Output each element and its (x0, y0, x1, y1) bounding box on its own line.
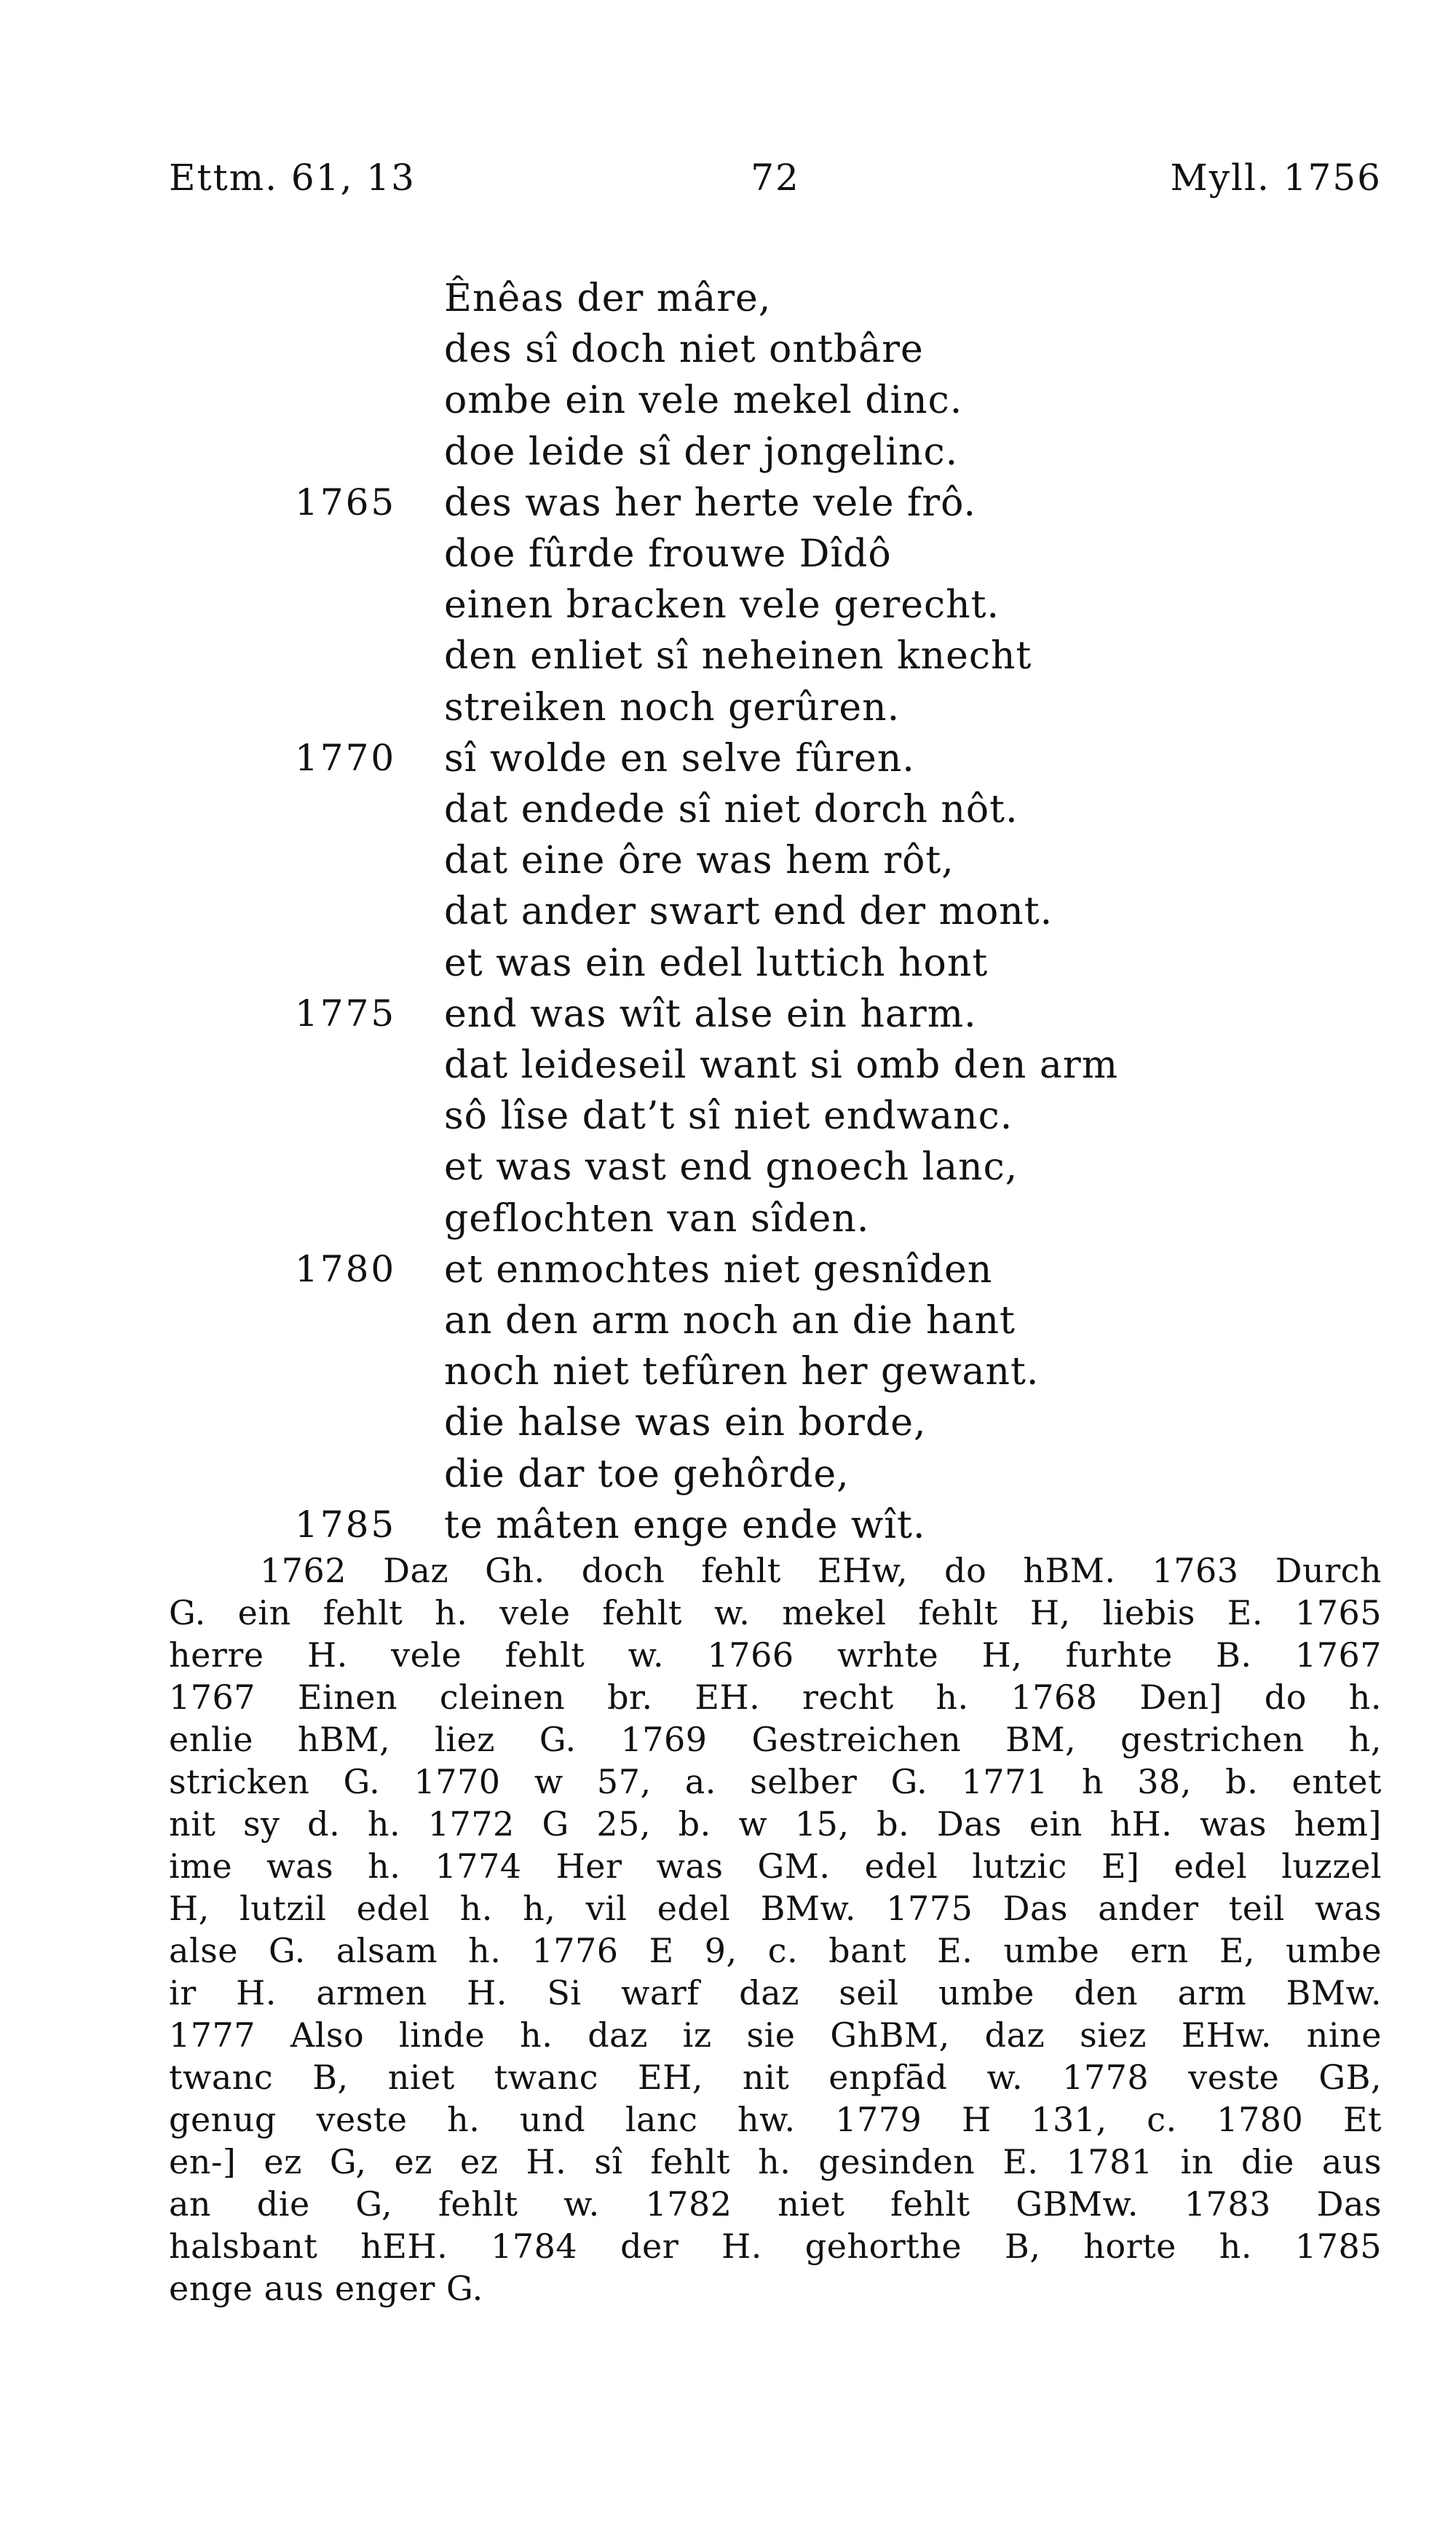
verse-line (0, 1299, 1456, 1350)
verse-line-text: geflochten van sîden. (444, 1197, 870, 1241)
apparatus-line: 1767 Einen cleinen br. EH. recht h. 1768 Den] do h. (169, 1678, 1382, 1717)
verse-line (0, 328, 1456, 379)
verse-line-text: et was ein edel luttich hont (444, 941, 989, 985)
apparatus-line: nit sy d. h. 1772 G 25, b. w 15, b. Das ein hH. was hem] (169, 1804, 1382, 1844)
page-number: 72 (751, 157, 800, 199)
verse-line (0, 1043, 1456, 1094)
verse-line (0, 1248, 1456, 1299)
verse-line-text: et enmochtes niet gesnîden (444, 1248, 993, 1292)
apparatus-line: an die G, fehlt w. 1782 niet fehlt GBMw. 1783 Das (169, 2184, 1382, 2224)
apparatus-line: 1762 Daz Gh. doch fehlt EHw, do hBM. 1763 Durch (260, 1551, 1382, 1590)
verse-line-text: et was vast end gnoech lanc, (444, 1145, 1018, 1189)
verse-line (0, 1197, 1456, 1248)
verse-line (0, 890, 1456, 941)
verse-line-number: 1775 (295, 992, 397, 1035)
header-right-reference: Myll. 1756 (1170, 157, 1382, 199)
apparatus-line: enlie hBM, liez G. 1769 Gestreichen BM, gestrichen h, (169, 1720, 1382, 1759)
verse-line (0, 430, 1456, 481)
verse-line-number: 1765 (295, 481, 397, 524)
verse-line (0, 686, 1456, 737)
verse-line-text: dat ander swart end der mont. (444, 890, 1053, 933)
verse-line-text: dat endede sî niet dorch nôt. (444, 788, 1018, 831)
verse-line-text: ombe ein vele mekel dinc. (444, 379, 963, 422)
verse-line (0, 1350, 1456, 1401)
verse-line (0, 1094, 1456, 1145)
verse-line (0, 788, 1456, 839)
apparatus-line: 1777 Also linde h. daz iz sie GhBM, daz siez EHw. nine (169, 2015, 1382, 2055)
verse-line-number: 1780 (295, 1248, 397, 1290)
apparatus-line: herre H. vele fehlt w. 1766 wrhte H, furhte B. 1767 (169, 1635, 1382, 1675)
verse-line-text: te mâten enge ende wît. (444, 1504, 926, 1547)
apparatus-line: twanc B, niet twanc EH, nit enpfād w. 1778 veste GB, (169, 2058, 1382, 2097)
verse-line (0, 737, 1456, 788)
apparatus-line: stricken G. 1770 w 57, a. selber G. 1771 h 38, b. entet (169, 1762, 1382, 1801)
running-header (169, 157, 1382, 208)
apparatus-line: H, lutzil edel h. h, vil edel BMw. 1775 Das ander teil was (169, 1889, 1382, 1928)
verse-line-text: dat eine ôre was hem rôt, (444, 839, 954, 882)
verse-line (0, 532, 1456, 583)
verse-line-text: sô lîse dat’t sî niet endwanc. (444, 1094, 1013, 1138)
verse-line (0, 839, 1456, 890)
verse-line-text: doe leide sî der jongelinc. (444, 430, 959, 474)
verse-line-text: streiken noch gerûren. (444, 686, 901, 730)
verse-line-text: doe fûrde frouwe Dîdô (444, 532, 892, 576)
verse-line-text: an den arm noch an die hant (444, 1299, 1016, 1343)
verse-line-text: einen bracken vele gerecht. (444, 583, 1000, 627)
apparatus-line: ir H. armen H. Si warf daz seil umbe den arm BMw. (169, 1973, 1382, 2012)
verse-line-text: den enliet sî neheinen knecht (444, 634, 1032, 678)
apparatus-line: alse G. alsam h. 1776 E 9, c. bant E. umbe ern E, umbe (169, 1931, 1382, 1970)
verse-line (0, 1504, 1456, 1555)
verse-line-number: 1785 (295, 1504, 397, 1546)
verse-line-text: des was her herte vele frô. (444, 481, 977, 525)
verse-line (0, 379, 1456, 430)
apparatus-line: halsbant hEH. 1784 der H. gehorthe B, horte h. 1785 (169, 2227, 1382, 2266)
verse-line (0, 1145, 1456, 1196)
verse-line-text: die dar toe gehôrde, (444, 1453, 850, 1496)
apparatus-line: ime was h. 1774 Her was GM. edel lutzic E] edel luzzel (169, 1846, 1382, 1886)
verse-line (0, 634, 1456, 685)
apparatus-line: G. ein fehlt h. vele fehlt w. mekel fehlt H, liebis E. 1765 (169, 1593, 1382, 1632)
apparatus-line: genug veste h. und lanc hw. 1779 H 131, c. 1780 Et (169, 2100, 1382, 2139)
verse-line (0, 1401, 1456, 1452)
header-left-reference: Ettm. 61, 13 (169, 157, 416, 199)
apparatus-line: en-] ez G, ez ez H. sî fehlt h. gesinden E. 1781 in die aus (169, 2142, 1382, 2181)
verse-line-text: sî wolde en selve fûren. (444, 737, 915, 781)
verse-line (0, 992, 1456, 1043)
verse-line-text: noch niet tefûren her gewant. (444, 1350, 1040, 1394)
verse-line (0, 1453, 1456, 1504)
verse-line (0, 277, 1456, 328)
verse-line-text: des sî doch niet ontbâre (444, 328, 924, 371)
verse-line-text: end was wît alse ein harm. (444, 992, 977, 1036)
verse-line-text: Ênêas der mâre, (444, 277, 772, 320)
verse-line-number: 1770 (295, 737, 397, 779)
apparatus-line: enge aus enger G. (169, 2269, 483, 2308)
verse-line (0, 583, 1456, 634)
verse-line (0, 481, 1456, 532)
verse-line (0, 941, 1456, 992)
verse-line-text: dat leideseil want si omb den arm (444, 1043, 1119, 1087)
verse-line-text: die halse was ein borde, (444, 1401, 927, 1445)
critical-apparatus (169, 1549, 1382, 2310)
